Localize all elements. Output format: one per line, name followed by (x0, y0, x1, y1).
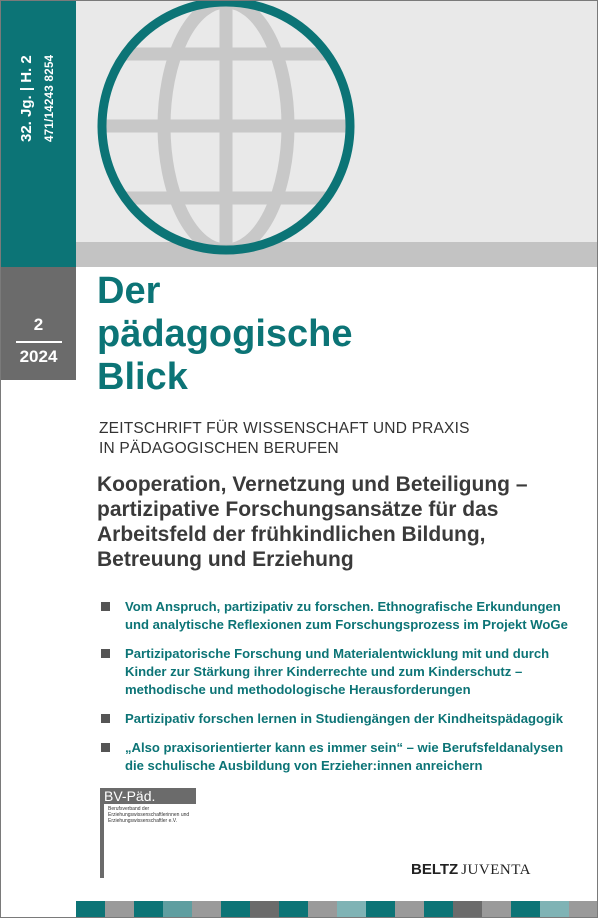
stripe-segment (424, 901, 453, 918)
article-item (99, 739, 581, 775)
issue-theme (97, 472, 587, 572)
theme-line: partizipative Forschungsansätze für das (97, 498, 499, 521)
stripe-segment (192, 901, 221, 918)
journal-title-line: Blick (97, 356, 188, 398)
stripe-segment (134, 901, 163, 918)
spine-teal-band (1, 1, 76, 267)
stripe-segment (250, 901, 279, 918)
journal-subtitle (99, 419, 470, 458)
issue-year: 2024 (19, 347, 58, 366)
stripe-segment (308, 901, 337, 918)
stripe-segment (366, 901, 395, 918)
journal-title-line: Der (97, 270, 161, 312)
article-item (99, 710, 581, 728)
stripe-segment (279, 901, 308, 918)
stripe-segment (482, 901, 511, 918)
theme-line: Arbeitsfeld der frühkindlichen Bildung, (97, 523, 486, 546)
publisher-logo (411, 861, 531, 879)
stripe-segment (511, 901, 540, 918)
globe-icon (96, 0, 356, 256)
issn-code: 471/14243 8254 (44, 54, 56, 142)
issue-divider (16, 341, 62, 343)
square-bullet-icon (101, 649, 110, 658)
article-title: Vom Anspruch, partizipativ zu forschen. Ethnografische Erkundungen und analytische Reflexionen zum Forschungsprozess im Projekt WoGe (125, 599, 568, 632)
stripe-segment (569, 901, 598, 918)
association-name: Berufsverband der Erziehungswissenschaftlerinnen und Erziehungswissenschaftler e.V. (108, 806, 190, 824)
theme-line: Kooperation, Vernetzung und Beteiligung – (97, 473, 528, 496)
journal-title-line: pädagogische (97, 313, 353, 355)
theme-line: Betreuung und Erziehung (97, 548, 354, 571)
square-bullet-icon (101, 602, 110, 611)
stripe-segment (221, 901, 250, 918)
stripe-segment (337, 901, 366, 918)
association-logo: BV-Päd. (100, 788, 196, 804)
square-bullet-icon (101, 743, 110, 752)
publisher-name-beltz: BELTZ (411, 861, 459, 878)
article-item (99, 645, 581, 699)
subtitle-line: IN PÄDAGOGISCHEN BERUFEN (99, 439, 339, 457)
issue-number: 2 (33, 315, 44, 334)
article-list (99, 598, 581, 786)
square-bullet-icon (101, 714, 110, 723)
journal-title (97, 270, 353, 399)
stripe-segment (395, 901, 424, 918)
stripe-segment (453, 901, 482, 918)
volume-label: 32. Jg. | H. 2 (18, 55, 35, 142)
subtitle-line: ZEITSCHRIFT FÜR WISSENSCHAFT UND PRAXIS (99, 420, 470, 437)
publisher-name-juventa: JUVENTA (461, 862, 532, 878)
article-title: „Also praxisorientierter kann es immer sein“ – wie Berufsfeldanalysen die schulische Ausbildung von Erzieher:innen anreichern (125, 740, 564, 773)
article-item (99, 598, 581, 634)
stripe-segment (540, 901, 569, 918)
stripe-segment (163, 901, 192, 918)
stripe-segment (76, 901, 105, 918)
article-title: Partizipativ forschen lernen in Studiengängen der Kindheitspädagogik (125, 711, 563, 726)
stripe-segment (105, 901, 134, 918)
color-stripe (76, 901, 598, 918)
article-title: Partizipatorische Forschung und Materialentwicklung mit und durch Kinder zur Stärkung ihrer Kinderrechte und zum Kinderschutz – methodische und methodologische Herausforderungen (125, 646, 550, 697)
